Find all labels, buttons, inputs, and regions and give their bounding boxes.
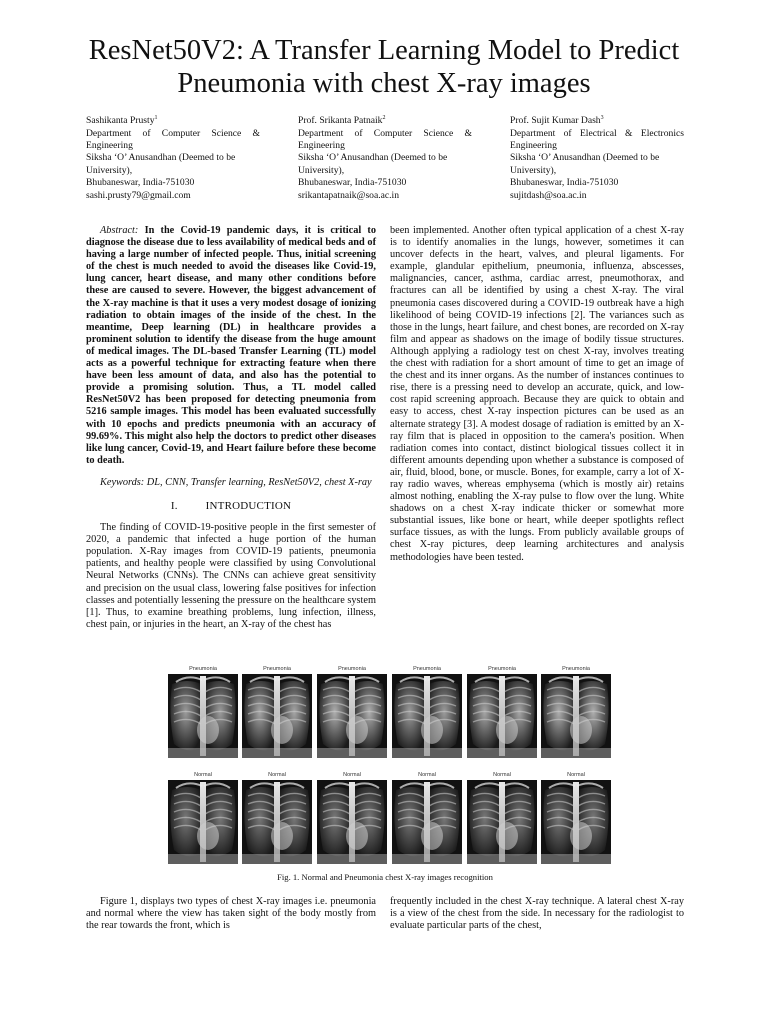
pneumonia-chest-xray-image [392, 674, 462, 758]
pneumonia-chest-xray-image [242, 674, 312, 758]
xray-label: Normal [418, 772, 436, 778]
section-heading-introduction: I. INTRODUCTION [170, 499, 292, 512]
intro-paragraph: The finding of COVID-19-positive people in the first semester of 2020, a pandemic that infected a huge portion of the human population. X-Ray images from COVID-19 patients, pneumonia patients, and healthy people were classified by using Convolutional Neural Networks (CNNs). The CNNs can achieve great sensitivity and precision on the usual class, lowering false positives for infection classes and potentially lessening the pressure on the healthcare system [1]. Thus, to examine breathing problems, lung infection, illness, chest pain, or injuries in the heart, an X-ray of the chest has [86, 522, 376, 630]
pneumonia-xray-cell [541, 665, 611, 758]
author-city: Bhubaneswar, India-751030 [510, 177, 619, 189]
normal-chest-xray-image [317, 780, 387, 864]
pneumonia-chest-xray-image [467, 674, 537, 758]
pneumonia-xray-cell [467, 665, 537, 758]
pneumonia-xray-cell [392, 665, 462, 758]
author-city: Bhubaneswar, India-751030 [86, 177, 195, 189]
xray-label: Normal [194, 772, 212, 778]
author-dept: Department of Computer Science & [86, 127, 260, 139]
bottom-right-column [390, 896, 684, 932]
intro-paragraph-continued: been implemented. Another often typical application of a chest X-ray is to identify anomalies in the lungs, however, sometimes it can uncover defects in the heart, valves, and pleural ligaments. For example, glandular epithelium, pneumonia, influenza, abscesses, malignancies, cancer, asthma, cardiac arrest, pneumothorax, and fractures can all be identified by using a chest X-ray. The viral pneumonia cases discovered during a COVID-19 outbreak have a high likelihood of being COVID-19 infections [2]. The variances such as those in the lungs, heart failure, and chest bones, are recorded on X-ray film and appear as shadows on the image of bodily tissue structures. Although applying a radiology test on chest X-ray, involves treating the chest with radiation for a short amount of time to get an image of the chest and its inner organs. As the number of instances continues to rise, there is a pressing need to develop an accurate, quick, and low-cost rapid screening approach. Because they are quick to obtain and easy to access, chest X-ray inspection pictures can be used as an alternate strategy [3]. A modest dosage of radiation is emitted by an X-ray film that is placed in opposition to the camera's position. When radiation comes into contact, distinct biological tissues collect it in different amounts depending upon whether a substance is composed of air, fluid, blood, bone, or muscle. Bones, for example, carry a lot of X-ray radio waves, whereas emphysema (which is mostly air) retains almost nothing, enabling the X-ray pulse to flow over the lung. White shadows on a chest X-ray indicate thicker or somewhat more substantial issues, like bone or heart, while deeper spotlights reflect surface tissues, as with the lungs. From publicly available groups of chest X-ray pictures, deep learning architectures and analysis methodologies have been tested. [390, 225, 684, 563]
xray-label: Pneumonia [562, 666, 590, 672]
normal-chest-xray-image [392, 780, 462, 864]
author-dept: Department of Electrical & Electronics [510, 127, 684, 139]
xray-label: Normal [268, 772, 286, 778]
author-institution: Siksha ‘O’ Anusandhan (Deemed to be [298, 152, 448, 164]
author-1: Sashikanta Prusty$^1$ Department of Computer Science & Engineering Siksha ‘O’ Anusandhan (Deemed to be University), Bhubaneswar, India-751030 sashi.prusty79@gmail.com [86, 115, 260, 201]
normal-chest-xray-image [242, 780, 312, 864]
figure-1 [160, 665, 610, 865]
normal-xray-cell [392, 771, 462, 864]
pneumonia-xray-cell [242, 665, 312, 758]
normal-chest-xray-image [467, 780, 537, 864]
figure-caption: Fig. 1. Normal and Pneumonia chest X-ray images recognition [277, 872, 493, 882]
pneumonia-chest-xray-image [317, 674, 387, 758]
xray-label: Pneumonia [488, 666, 516, 672]
author-email[interactable]: srikantapatnaik@soa.ac.in [298, 189, 400, 201]
paper-title: ResNet50V2: A Transfer Learning Model to Predict Pneumonia with chest X-ray images [88, 35, 680, 99]
right-column [390, 225, 684, 564]
abstract [86, 225, 376, 467]
normal-xray-cell [467, 771, 537, 864]
abstract-label: Abstract: [100, 225, 139, 236]
author-city: Bhubaneswar, India-751030 [298, 177, 407, 189]
author-institution: Siksha ‘O’ Anusandhan (Deemed to be [86, 152, 236, 164]
xray-label: Normal [343, 772, 361, 778]
xray-label: Normal [567, 772, 585, 778]
normal-chest-xray-image [168, 780, 238, 864]
author-2: Prof. Srikanta Patnaik$^2$ Department of Computer Science & Engineering Siksha ‘O’ Anusandhan (Deemed to be University), Bhubaneswar, India-751030 srikantapatnaik@soa.ac.in [298, 115, 472, 201]
pneumonia-chest-xray-image [541, 674, 611, 758]
pneumonia-xray-cell [168, 665, 238, 758]
author-name: Prof. Sujit Kumar Dash [510, 115, 601, 127]
keywords: Keywords: DL, CNN, Transfer learning, ResNet50V2, chest X-ray [100, 476, 372, 488]
author-name: Sashikanta Prusty [86, 115, 155, 127]
xray-label: Pneumonia [338, 666, 366, 672]
bottom-left-column [86, 896, 376, 932]
pneumonia-xray-cell [317, 665, 387, 758]
figure-description-continued: frequently included in the chest X-ray technique. A lateral chest X-ray is a view of the chest from the side. In necessary for the radiologist to evaluate particular parts of the chest, [390, 896, 684, 932]
normal-chest-xray-image [541, 780, 611, 864]
normal-xray-cell [242, 771, 312, 864]
xray-label: Pneumonia [189, 666, 217, 672]
normal-xray-cell [317, 771, 387, 864]
left-column [86, 225, 376, 631]
xray-label: Pneumonia [413, 666, 441, 672]
author-email[interactable]: sashi.prusty79@gmail.com [86, 189, 191, 201]
author-institution: Siksha ‘O’ Anusandhan (Deemed to be [510, 152, 660, 164]
normal-xray-cell [168, 771, 238, 864]
author-name: Prof. Srikanta Patnaik [298, 115, 383, 127]
author-email[interactable]: sujitdash@soa.ac.in [510, 189, 587, 201]
normal-xray-cell [541, 771, 611, 864]
xray-label: Normal [493, 772, 511, 778]
abstract-text: In the Covid-19 pandemic days, it is critical to diagnose the disease due to less availability of medical beds and of having a large number of infected people. Thus, initial screening of the chest is much needed to avoid the diseases like Covid-19, lung cancer, heart disease, and many other conditions before these are caused to severe. However, the biggest advancement of the X-ray machine is that it uses a very modest dosage of ionizing radiation to obtain images of the inside of the chest. In the meantime, Deep learning (DL) in healthcare provides a prominent solution to identify the disease from the huge amount of medical images. The DL-based Transfer Learning (TL) model acts as a powerful technique for extracting feature when there have been less amount of data, and also has the potential to provide a promising solution. Thus, a TL model called ResNet50V2 has been proposed for detecting pneumonia from 5216 sample images. This model has been evaluated successfully with 10 epochs and predicts pneumonia with an accuracy of 99.69%. This might also help the doctors to predict other diseases like lung cancer, Covid-19, and Heart failure before these become to death. [86, 225, 377, 466]
author-3: Prof. Sujit Kumar Dash$^3$ Department of Electrical & Electronics Engineering Siksha ‘O’ Anusandhan (Deemed to be University), Bhubaneswar, India-751030 sujitdash@soa.ac.in [510, 115, 684, 201]
xray-label: Pneumonia [263, 666, 291, 672]
pneumonia-chest-xray-image [168, 674, 238, 758]
figure-description-paragraph: Figure 1, displays two types of chest X-ray images i.e. pneumonia and normal where the view has taken sight of the body mostly from the rear towards the front, which is [86, 896, 376, 932]
author-dept: Department of Computer Science & [298, 127, 472, 139]
